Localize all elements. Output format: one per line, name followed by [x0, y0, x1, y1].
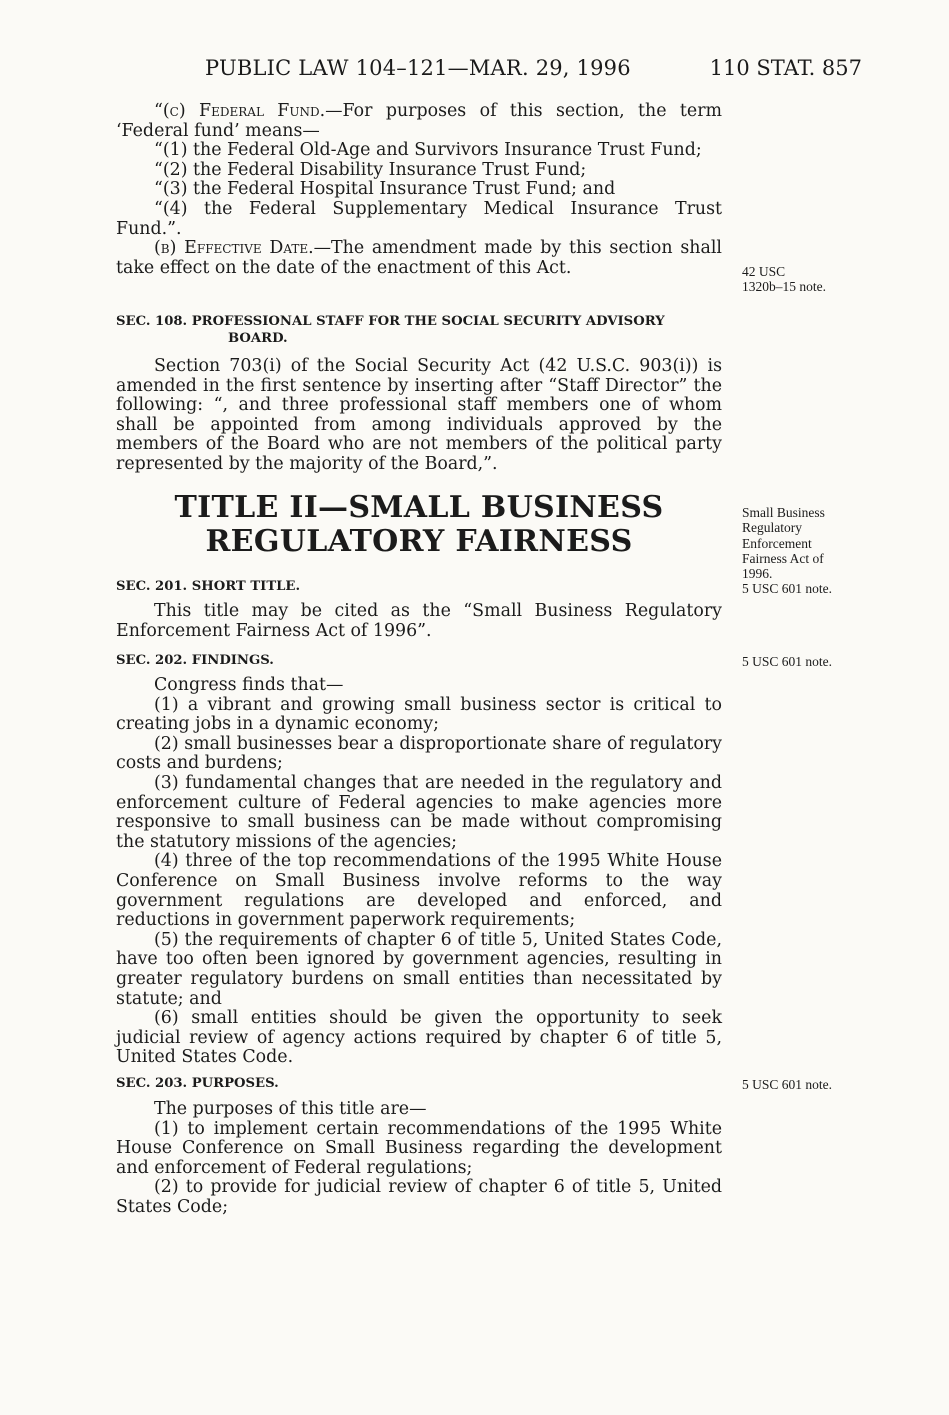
- paragraph-c-heading: “(c) Federal Fund.: [154, 101, 326, 121]
- title-ii-line2: REGULATORY FAIRNESS: [205, 524, 633, 559]
- margin-note-line: 1320b–15 note.: [742, 279, 826, 295]
- paragraph-b-text: —The amendment made by this section shall take effect on the date of the enactment of this Act.: [116, 238, 722, 278]
- margin-note-line: 5 USC 601 note.: [742, 581, 833, 597]
- sec-203-body: [116, 1100, 722, 1218]
- sec-202-heading: SEC. 202. FINDINGS.: [116, 653, 274, 668]
- paragraph-c: [116, 102, 722, 141]
- sec-202-intro: Congress finds that—: [154, 675, 344, 695]
- margin-note-line: Fairness Act of: [742, 550, 824, 566]
- paragraph-c-text: —For purposes of this section, the term ‘Federal fund’ means—: [116, 101, 723, 141]
- list-item: “(2) the Federal Disability Insurance Trust Fund;: [154, 159, 587, 180]
- margin-note-line: Small Business: [742, 505, 825, 520]
- margin-note-5-usc-601: 5 USC 601 note.: [742, 1077, 833, 1092]
- margin-note-line: 42 USC: [742, 264, 786, 279]
- list-item: (2) to provide for judicial review of chapter 6 of title 5, United States Code;: [116, 1177, 722, 1217]
- list-item: (3) fundamental changes that are needed in the regulatory and enforcement culture of Federal agencies to make agencies more responsive to small business can be made without compromising the statutory missions of the agencies;: [116, 772, 722, 852]
- margin-note-5-usc-601: 5 USC 601 note.: [742, 654, 833, 669]
- list-item: (1) a vibrant and growing small business sector is critical to creating jobs in a dynamic economy;: [116, 694, 722, 735]
- margin-note-line: Enforcement: [742, 535, 812, 551]
- margin-note-line: 1996.: [742, 566, 773, 582]
- section-107-continuation: [116, 102, 722, 278]
- sec-203-heading: SEC. 203. PURPOSES.: [116, 1076, 279, 1091]
- list-item: (2) small businesses bear a disproportionate share of regulatory costs and burdens;: [116, 733, 722, 774]
- list-item: (5) the requirements of chapter 6 of title 5, United States Code, have too often been ignored by government agencies, resulting in greater regulatory burdens on small entities than necessitated by statute; and: [116, 929, 722, 1009]
- sec-201-text: This title may be cited as the “Small Business Regulatory Enforcement Fairness Act of 1996”.: [116, 601, 722, 641]
- sec-201-heading: SEC. 201. SHORT TITLE.: [116, 579, 301, 594]
- list-item: (6) small entities should be given the opportunity to seek judicial review of agency actions required by chapter 6 of title 5, United States Code.: [116, 1008, 722, 1068]
- sec-108-heading-line1: SEC. 108. PROFESSIONAL STAFF FOR THE SOCIAL SECURITY ADVISORY: [116, 314, 665, 329]
- title-ii-line1: TITLE II—SMALL BUSINESS: [174, 490, 664, 525]
- sec-108-text: Section 703(i) of the Social Security Act (42 U.S.C. 903(i)) is amended in the first sentence by inserting after “Staff Director” the following: “, and three professional staff members one of whom shall be appointed from among individuals approved by the members of the Board who are not members of the political party represented by the majority of the Board,”.: [116, 356, 722, 474]
- margin-note-sbrefa: [742, 505, 872, 597]
- list-item: (4) three of the top recommendations of the 1995 White House Conference on Small Business involve reforms to the way government regulations are developed and enforced, and reductions in government paperwork requirements;: [116, 851, 722, 931]
- sec-203-intro: The purposes of this title are—: [154, 1099, 427, 1119]
- list-item: “(4) the Federal Supplementary Medical Insurance Trust Fund.”.: [116, 198, 722, 239]
- margin-note-42-usc: [742, 264, 872, 295]
- sec-108-heading: [116, 313, 722, 347]
- title-ii-heading: [116, 491, 722, 559]
- paragraph-b: [116, 239, 722, 278]
- sec-108-heading-line2: BOARD.: [228, 331, 288, 346]
- running-header-page: 110 STAT. 857: [709, 56, 862, 80]
- margin-note-line: Regulatory: [742, 520, 802, 536]
- sec-108-body: [116, 357, 722, 475]
- paragraph-b-heading: (b) Effective Date.: [154, 238, 314, 259]
- sec-201-body: [116, 602, 722, 641]
- running-header-title: PUBLIC LAW 104–121—MAR. 29, 1996: [205, 56, 631, 80]
- list-item: “(1) the Federal Old-Age and Survivors Insurance Trust Fund;: [154, 140, 702, 161]
- list-item: (1) to implement certain recommendations of the 1995 White House Conference on Small Business regarding the development and enforcement of Federal regulations;: [116, 1118, 722, 1178]
- list-item: “(3) the Federal Hospital Insurance Trust Fund; and: [154, 179, 616, 200]
- sec-202-body: [116, 676, 722, 1068]
